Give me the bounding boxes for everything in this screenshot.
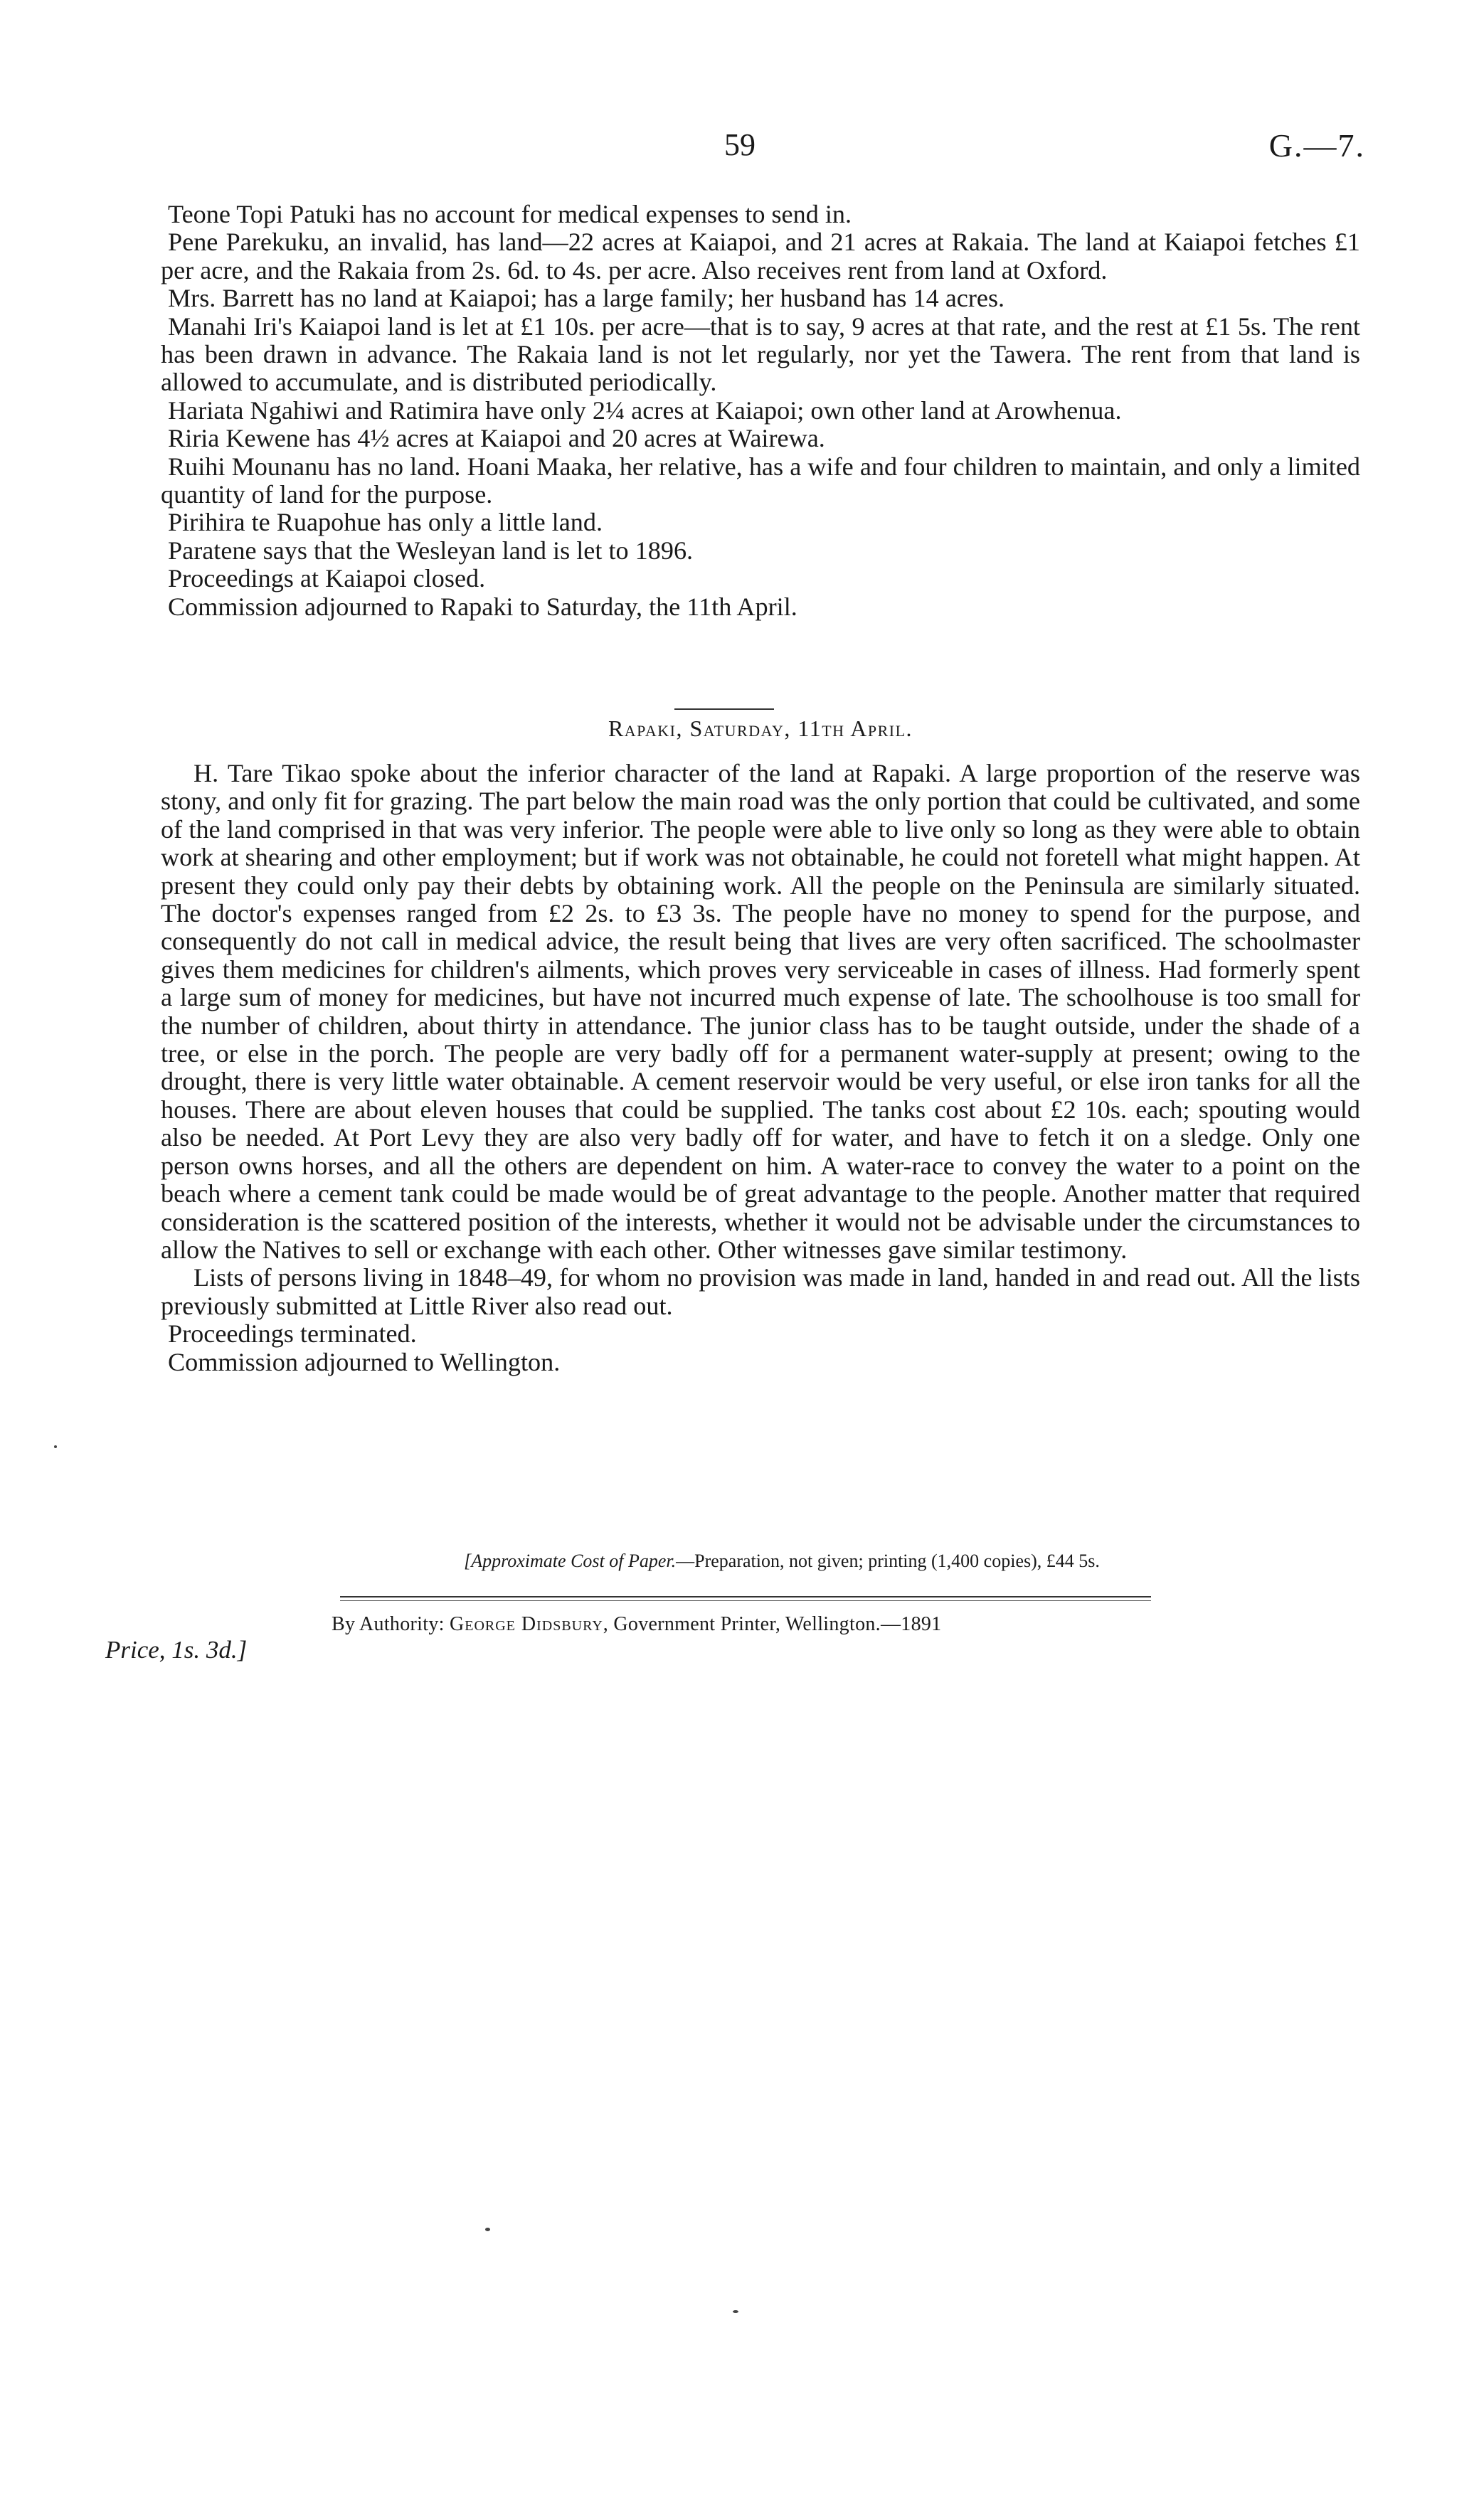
paragraph: Mrs. Barrett has no land at Kaiapoi; has a large family; her husband has 14 acres. — [168, 284, 1005, 313]
print-speck — [485, 2228, 490, 2231]
paragraph: Commission adjourned to Wellington. — [168, 1347, 561, 1376]
authority-prefix: By Authority: — [332, 1613, 450, 1635]
page-number: 59 — [724, 127, 756, 162]
authority-suffix: , Government Printer, Wellington.—1891 — [603, 1613, 942, 1635]
paragraph: Lists of persons living in 1848–49, for whom no provision was made in land, handed in and read out. All the lists previously submitted at Little River also read out. — [161, 1263, 1360, 1320]
paragraph: Riria Kewene has 4½ acres at Kaiapoi and 20 acres at Wairewa. — [168, 424, 825, 453]
cost-note-label: [Approximate Cost of Paper. — [464, 1551, 677, 1571]
footer-divider — [340, 1596, 1151, 1597]
top-text-block — [161, 201, 1360, 621]
section-heading: Rapaki, Saturday, 11th April. — [608, 716, 913, 741]
paragraph: H. Tare Tikao spoke about the inferior character of the land at Rapaki. A large proportion of the reserve was stony, and only fit for grazing. The part below the main road was the only portion that could be cultivated, and some of the land comprised in that was very inferior. The people were able to live only so long as they were able to obtain work at shearing and other employment; but if work was not obtainable, he could not foretell what might happen. At present they could only pay their debts by obtaining work. All the people on the Peninsula are similarly situated. The doctor's expenses ranged from £2 2s. to £3 3s. The people have no money to spend for the purpose, and consequently do not call in medical advice, the result being that lives are very often sacrificed. The schoolmaster gives them medicines for children's ailments, which proves very serviceable in cases of illness. Had formerly spent a large sum of money for medicines, but have not incurred much expense of late. The schoolhouse is too small for the number of children, about thirty in attendance. The junior class has to be taught outside, under the shade of a tree, or else in the porch. The people are very badly off for a permanent water-supply at present; owing to the drought, there is very little water obtainable. A cement reservoir would be very useful, or else iron tanks for all the houses. There are about eleven houses that could be supplied. The tanks cost about £2 10s. each; spouting would also be needed. At Port Levy they are also very badly off for water, and have to fetch it on a sledge. Only one person owns horses, and all the others are dependent on him. A water-race to convey the water to a point on the beach where a cement tank could be made would be of great advantage to the people. Another matter that required consideration is the scattered position of the interests, whether it would not be advisable under the circumstances to allow the Natives to sell or exchange with each other. Other witnesses gave similar testimony. — [161, 759, 1360, 1264]
paragraph: Manahi Iri's Kaiapoi land is let at £1 10s. per acre—that is to say, 9 acres at that rate, and the rest at £1 5s. The rent has been drawn in advance. The Rakaia land is not let regularly, nor yet the Tawera. The rent from that land is allowed to accumulate, and is distributed periodically. — [161, 312, 1360, 397]
print-speck — [54, 1445, 57, 1448]
section-divider — [674, 708, 774, 710]
paragraph: Teone Topi Patuki has no account for medical expenses to send in. — [168, 200, 852, 228]
paragraph: Proceedings at Kaiapoi closed. — [168, 564, 486, 593]
paragraph: Ruihi Mounanu has no land. Hoani Maaka, her relative, has a wife and four children to maintain, and only a limited quantity of land for the purpose. — [161, 452, 1360, 509]
printer-name: George Didsbury — [450, 1613, 603, 1635]
cost-note — [161, 1551, 1360, 1572]
bottom-text-block — [161, 760, 1360, 1376]
paragraph: Hariata Ngahiwi and Ratimira have only 2¼ acres at Kaiapoi; own other land at Arowhenua. — [168, 395, 1122, 425]
paragraph: Pirihira te Ruapohue has only a little land. — [168, 508, 603, 537]
printer-authority — [332, 1613, 941, 1636]
print-speck — [733, 2310, 738, 2313]
paragraph: Paratene says that the Wesleyan land is let to 1896. — [168, 536, 694, 565]
paper-reference: G.—7. — [1268, 127, 1365, 164]
paragraph: Pene Parekuku, an invalid, has land—22 acres at Kaiapoi, and 21 acres at Rakaia. The land at Kaiapoi fetches £1 per acre, and the Rakaia from 2s. 6d. to 4s. per acre. Also receives rent from land at Oxford. — [161, 228, 1360, 285]
paragraph: Proceedings terminated. — [168, 1319, 417, 1349]
price-note: Price, 1s. 3d.] — [105, 1636, 248, 1664]
paragraph: Commission adjourned to Rapaki to Saturday, the 11th April. — [168, 592, 797, 621]
cost-note-detail: —Preparation, not given; printing (1,400 copies), £44 5s. — [676, 1551, 1100, 1571]
footer-divider-thin — [340, 1600, 1151, 1601]
